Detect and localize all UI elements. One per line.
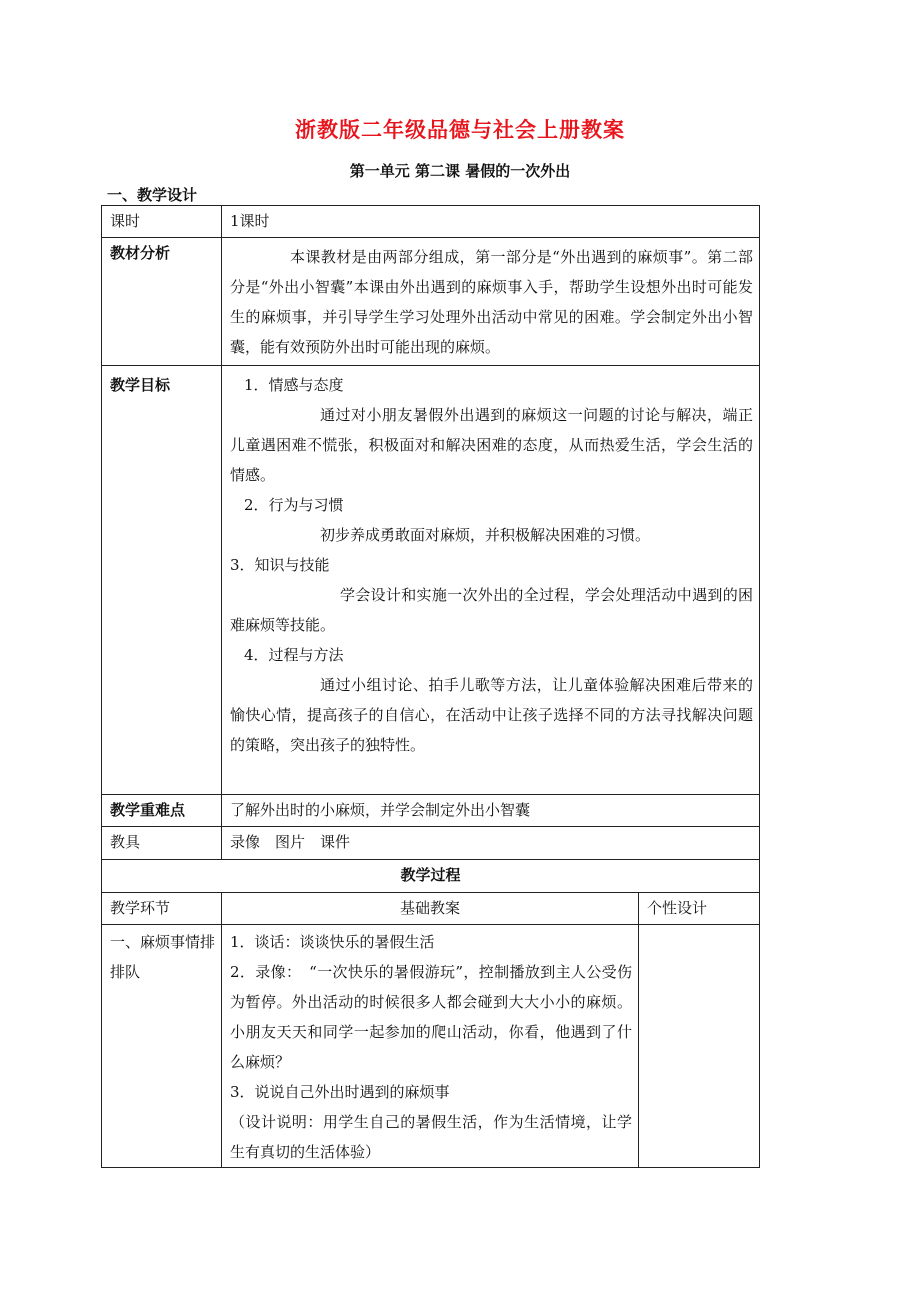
process-heading: 教学过程 <box>102 860 760 893</box>
hours-label: 课时 <box>102 206 222 238</box>
lesson-plan-table <box>101 205 760 1168</box>
step1-line-1: 1．谈话：谈谈快乐的暑假生活 <box>230 933 435 951</box>
header-step: 教学环节 <box>102 893 222 925</box>
header-basic-plan: 基础教案 <box>222 893 639 925</box>
goals-label: 教学目标 <box>102 366 222 795</box>
document-title: 浙教版二年级品德与社会上册教案 <box>295 117 625 142</box>
step1-line-3: 3．说说自己外出时遇到的麻烦事 <box>230 1083 450 1101</box>
goal-2-body: 初步养成勇敢面对麻烦，并积极解决困难的习惯。 <box>320 526 651 544</box>
goal-2-head: 2．行为与习惯 <box>244 496 344 514</box>
tools-label: 教具 <box>102 827 222 860</box>
step1-label: 一、麻烦事情排排队 <box>102 925 222 1168</box>
step1-content <box>222 925 639 1168</box>
keypoints-value: 了解外出时的小麻烦，并学会制定外出小智囊 <box>222 795 760 827</box>
row-analysis <box>102 238 760 366</box>
tools-value: 录像 图片 课件 <box>222 827 760 860</box>
row-goals <box>102 366 760 795</box>
row-step1 <box>102 925 760 1168</box>
header-personal-design: 个性设计 <box>639 893 760 925</box>
row-headers <box>102 893 760 925</box>
goal-1-head: 1．情感与态度 <box>244 376 344 394</box>
goals-cell <box>222 366 760 795</box>
step1-personal-cell <box>639 925 760 1168</box>
goal-3-body: 学会设计和实施一次外出的全过程，学会处理活动中遇到的困难麻烦等技能。 <box>230 586 754 634</box>
row-tools <box>102 827 760 860</box>
goal-4-body: 通过小组讨论、拍手儿歌等方法，让儿童体验解决困难后带来的愉快心情，提高孩子的自信心，在活动中让孩子选择不同的方法寻找解决问题的策略，突出孩子的独特性。 <box>230 676 754 754</box>
keypoints-label: 教学重难点 <box>102 795 222 827</box>
analysis-cell <box>222 238 760 366</box>
analysis-text: 本课教材是由两部分组成，第一部分是“外出遇到的麻烦事”。第二部分是“外出小智囊”本课由外出遇到的麻烦事入手，帮助学生设想外出时可能发生的麻烦事，并引导学生学习处理外出活动中常见的困难。学会制定外出小智囊，能有效预防外出时可能出现的麻烦。 <box>230 248 754 356</box>
goal-3-head: 3．知识与技能 <box>230 556 330 574</box>
hours-value: 1课时 <box>222 206 760 238</box>
row-hours <box>102 206 760 238</box>
analysis-label: 教材分析 <box>102 238 222 366</box>
lesson-subtitle: 第一单元 第二课 暑假的一次外出 <box>349 162 571 180</box>
row-keypoints <box>102 795 760 827</box>
goal-4-head: 4．过程与方法 <box>244 646 344 664</box>
step1-line-2: 2．录像： “一次快乐的暑假游玩”，控制播放到主人公受伤为暂停。外出活动的时候很多人都会碰到大大小小的麻烦。小朋友天天和同学一起参加的爬山活动，你看，他遇到了什么麻烦？ <box>230 963 632 1071</box>
section-heading: 一、教学设计 <box>107 186 198 204</box>
goal-1-body: 通过对小朋友暑假外出遇到的麻烦这一问题的讨论与解决，端正儿童遇困难不慌张，积极面对和解决困难的态度，从而热爱生活，学会生活的情感。 <box>230 406 754 484</box>
step1-line-4: （设计说明：用学生自己的暑假生活，作为生活情境，让学生有真切的生活体验） <box>230 1113 632 1161</box>
row-process <box>102 860 760 893</box>
